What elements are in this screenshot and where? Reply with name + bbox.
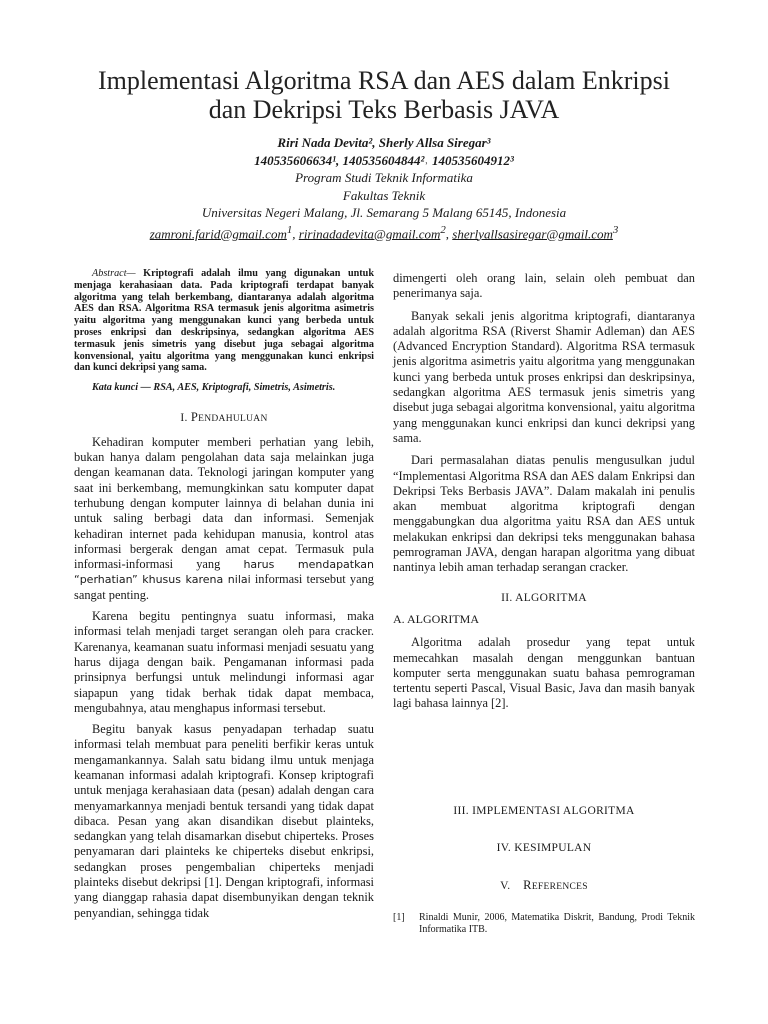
email-sup-1: 1 [286,223,293,236]
left-column [74,268,374,921]
affiliation-program: Program Studi Teknik Informatika [295,170,473,185]
paragraph: dimengerti oleh orang lain, selain oleh pembuat dan penerimanya saja. [393,271,695,301]
title-line-1: Implementasi Algoritma RSA dan AES dalam Enkripsi [98,66,670,95]
abstract-label: Abstract— [92,268,136,279]
author-ids: 140535606634¹, 140535604844²˒ 140535604912³ [254,152,514,168]
paragraph: Begitu banyak kasus penyadapan terhadap suatu informasi telah membuat para peneliti berfikir keras untuk mengamankannya. Salah satu bidang ilmu untuk menjaga keamanan informasi adalah kriptografi. Konsep kriptografi untuk menjaga kerahasiaan data (pesan) adalah dengan cara menyamarkannya menjadi bentuk tersandi yang tidak dapat dibaca. Pesan yang akan disandikan disebut plainteks, sedangkan yang telah disamarkan disebut chiperteks. Proses penyamaran dari plainteks ke chiperteks disebut enkripsi, sedangkan proses pengembalian chiperteks menjadi plainteks disebut dekripsi [1]. Dengan kriptografi, informasi yang dianggap rahasia dapat disembunyikan dengan teknik penyandian, sehingga tidak [74,722,374,920]
title-line-2: dan Dekripsi Teks Berbasis JAVA [208,95,560,124]
section-title-first-letter: P [190,410,199,425]
paragraph-text: informasi tersebut yang sangat penting. [74,572,374,602]
abstract [74,268,374,374]
email-link-1[interactable]: zamroni.farid@gmail.com [149,225,287,241]
paragraph: Banyak sekali jenis algoritma kriptografi, diantaranya adalah algoritma RSA (Riverst Shamir Adleman) dan AES (Advanced Encryption Standard). Algoritma RSA termasuk jenis algoritma asimetris yaitu algoritma yang menggunakan kunci yang berbeda untuk proses enkripsi dan deskripsinya, sedangkan algoritma AES termasuk jenis simetris yang disebut juga sebagai algoritma konvensional, yaitu algoritma yang menggunakan kunci enkripsi dan kunci dekripsi yang sama. [393,308,695,445]
section-title-rest: ENDAHULUAN [198,414,268,425]
reference-number: [1] [393,911,405,923]
author-names: Riri Nada Devita², Sherly Allsa Siregar³ [277,135,491,150]
section-heading-implementasi: III. IMPLEMENTASI ALGORITMA [453,804,635,817]
section-title-first-letter: R [523,878,532,893]
email-link-3[interactable]: sherlyallsasiregar@gmail.com [452,225,613,241]
section-heading-algoritma: II. ALGORITMA [501,591,587,604]
affiliation-faculty: Fakultas Teknik [342,187,426,203]
paragraph-text: Kehadiran komputer memberi perhatian yang lebih, bukan hanya dalam pengolahan data saja melainkan juga dengan keamanan data. Teknologi jaringan komputer yang saat ini berkembang, memungkinkan satu komputer dapat terhubung dengan komputer lainnya di belahan dunia ini untuk saling berbagi data dan informasi. Semenjak kehadiran internet pada kehidupan manusia, kontrol atas informasi bergerak dengan amat cepat. Termasuk pula informasi-informasi yang [74,434,374,572]
section-number: I. [180,412,188,425]
paragraph: Algoritma adalah prosedur yang tepat untuk memecahkan masalah dengan menggunkan bantuan komputer serta menggunakan suatu bahasa pemrograman tertentu seperti Pascal, Visual Basic, Java dan masih banyak lagi bahasa lainnya [2]. [393,635,695,711]
author-block [0,134,768,242]
paragraph-text-sans: harus mendapatkan “perhatian” khusus karena nilai [74,558,374,587]
paper-title [60,66,708,124]
paragraph: Karena begitu pentingnya suatu informasi, maka informasi telah menjadi target serangan oleh para cracker. Karenanya, keamanan suatu informasi menjadi sesuatu yang harus dijaga dengan baik. Pengamanan informasi pada prinsipnya berfungsi untuk melindungi informasi agar siapapun yang tidak berhak tidak dapat membaca, mengubahnya, atau menghapus informasi tersebut. [74,609,374,715]
keywords: Kata kunci — RSA, AES, Kriptografi, Simetris, Asimetris. [92,382,336,394]
affiliation-university: Universitas Negeri Malang, Jl. Semarang 5 Malang 65145, Indonesia [201,205,567,220]
section-number: V. [500,880,511,893]
section-heading-kesimpulan: IV. KESIMPULAN [496,842,592,855]
reference-item [393,912,695,936]
section-heading-references [393,878,695,895]
reference-text: Rinaldi Munir, 2006, Matematika Diskrit, Bandung, Prodi Teknik Informatika ITB. [419,911,695,935]
abstract-text: Kriptografi adalah ilmu yang digunakan untuk menjaga kerahasiaan data. Pada kriptografi terdapat banyak algoritma yang telah berkembang, diantaranya adalah algoritma AES dan RSA. Algoritma RSA termasuk jenis algoritma asimetris yaitu algoritma yang menggunakan kunci yang berbeda untuk proses enkripsi dan deskripsinya, sedangkan algoritma AES termasuk jenis simetris yang disebut juga sebagai algoritma konvensional, yaitu algoritma yang menggunakan kunci enkripsi dan kunci dekripsi yang sama. [74,268,374,374]
author-emails [0,222,768,243]
email-separator: , [292,225,299,241]
section-title-rest: EFERENCES [531,882,588,893]
email-sup-3: 3 [612,223,619,236]
section-heading-pendahuluan [74,410,374,427]
email-sup-2: 2 [440,223,446,236]
subsection-heading-algoritma: A. ALGORITMA [393,611,479,626]
paragraph: Dari permasalahan diatas penulis mengusulkan judul “Implementasi Algoritma RSA dan AES dalam Enkripsi dan Dekripsi Teks Berbasis JAVA”. Dalam makalah ini penulis akan membuat algoritma kriptografi dengan menggabungkan dua algoritma yaitu RSA dan AES untuk melakukan enkripsi dan dekripsi teks menggunakan bahasa pemrograman JAVA, dengan harapan algoritma yang dibuat nantinya lebih aman terhadap serangan cracker. [393,453,695,575]
email-link-2[interactable]: ririnadadevita@gmail.com [298,225,441,241]
right-column [393,271,695,936]
email-separator: , [445,225,453,241]
paragraph [74,435,374,603]
